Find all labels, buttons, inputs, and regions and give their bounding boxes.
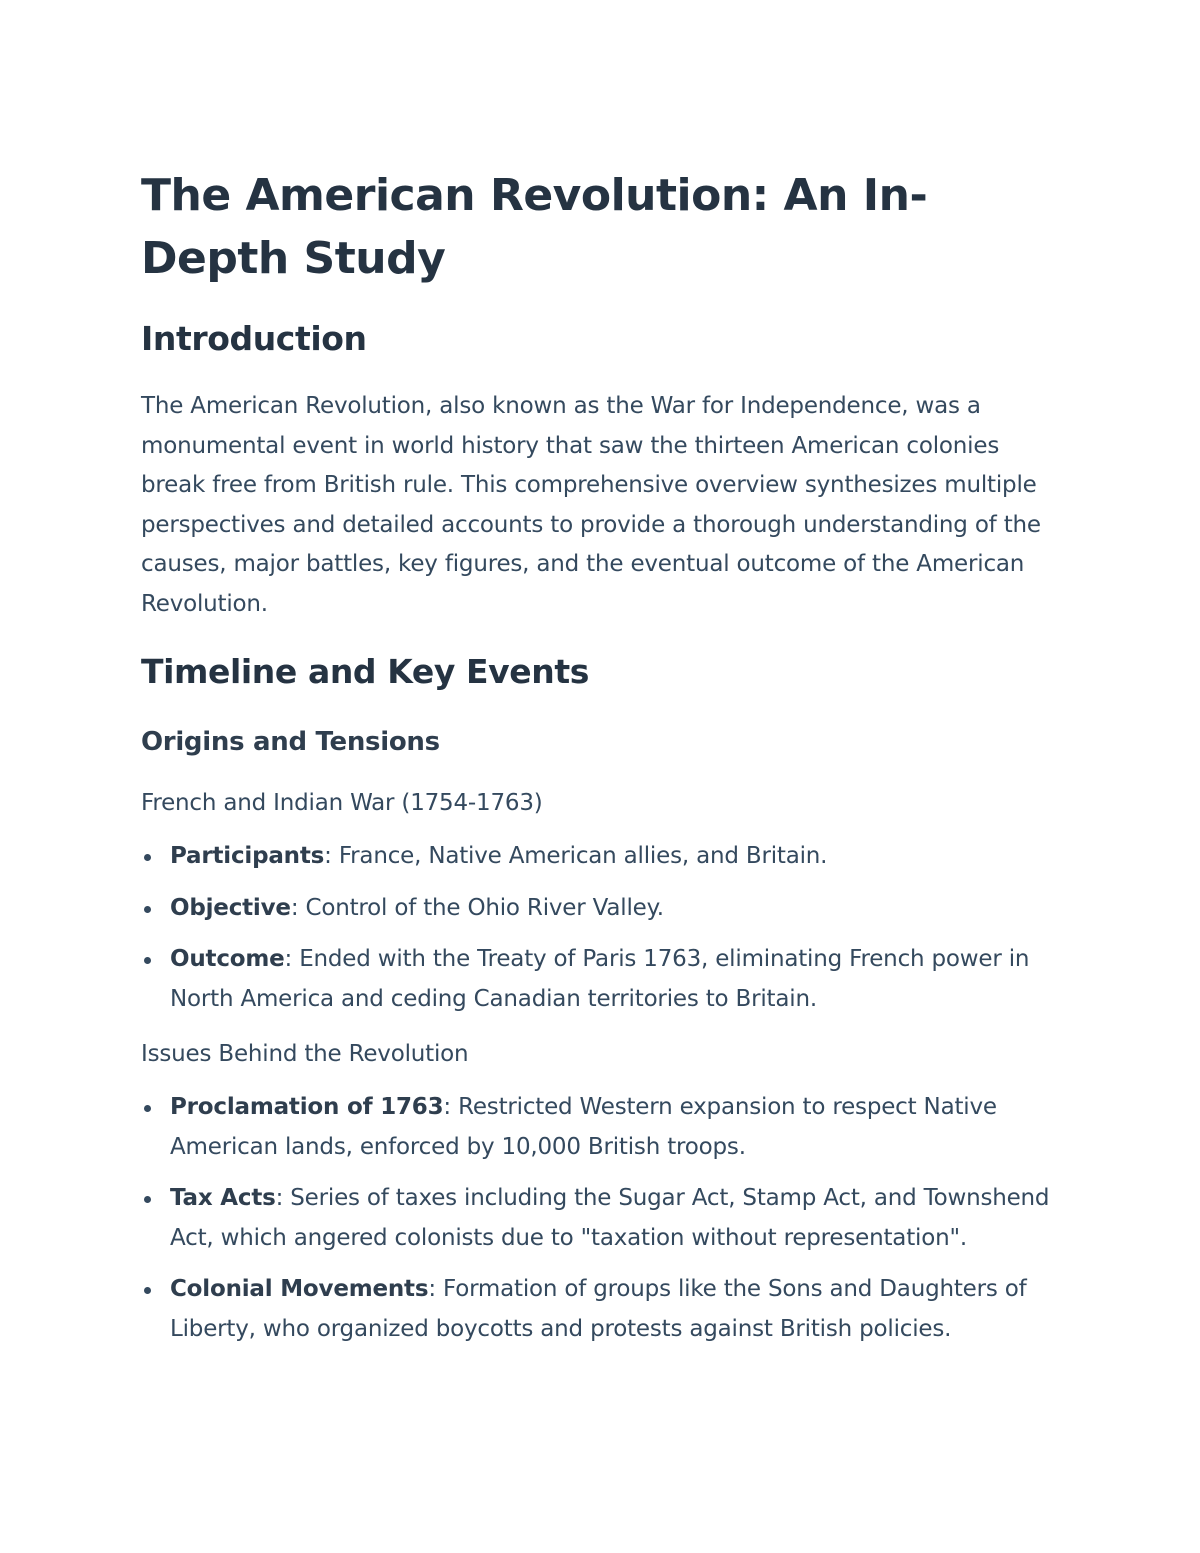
list-item-text: : Control of the Ohio River Valley. [290, 894, 664, 921]
bullet-icon [144, 854, 151, 861]
introduction-paragraph: The American Revolution, also known as the War for Independence, was a monumental event in world history that saw the thirteen American colonies break free from British rule. This comprehensive overview synthesizes multiple perspectives and detailed accounts to provide a thorough understanding of the causes, major battles, key figures, and the eventual outcome of the American Revolution. [141, 393, 1041, 617]
list-item-term: Colonial Movements [170, 1276, 429, 1302]
bullet-icon [144, 1196, 151, 1203]
bullet-icon [144, 957, 151, 964]
introduction-heading: Introduction [141, 319, 367, 358]
list-item-text: : France, Native American allies, and Britain. [324, 843, 828, 869]
list-item [141, 1179, 1056, 1258]
list-item-text: : Series of taxes including the Sugar Act, Stamp Act, and Townshend Act, which angered colonists due to "taxation without representation". [170, 1185, 1050, 1251]
bullet-icon [144, 906, 151, 913]
document-title: The American Revolution: An In-Depth Study [141, 170, 928, 284]
french-indian-war-list [141, 837, 1056, 1019]
list-item [141, 940, 1056, 1019]
issues-label: Issues Behind the Revolution [141, 1041, 469, 1067]
list-item-term: Outcome [170, 946, 285, 972]
list-item [141, 1270, 1056, 1349]
issues-list [141, 1088, 1056, 1349]
list-item-text: : Formation of groups like the Sons and Daughters of Liberty, who organized boycotts and protests against British policies. [170, 1276, 1027, 1342]
origins-heading: Origins and Tensions [141, 727, 440, 757]
list-item-text: : Restricted Western expansion to respect Native American lands, enforced by 10,000 British troops. [170, 1094, 997, 1160]
list-item-term: Tax Acts [170, 1185, 276, 1211]
french-indian-war-label: French and Indian War (1754-1763) [141, 790, 543, 816]
list-item-term: Participants [170, 843, 325, 869]
list-item-term: Objective [170, 894, 291, 921]
list-item-term: Proclamation of 1763 [170, 1094, 444, 1120]
bullet-icon [144, 1105, 151, 1112]
bullet-icon [144, 1287, 151, 1294]
timeline-heading: Timeline and Key Events [141, 652, 589, 691]
list-item [141, 1088, 1056, 1167]
list-item-text: : Ended with the Treaty of Paris 1763, eliminating French power in North America and ceding Canadian territories to Britain. [170, 946, 1030, 1012]
list-item [141, 837, 1056, 877]
list-item [141, 889, 1056, 929]
